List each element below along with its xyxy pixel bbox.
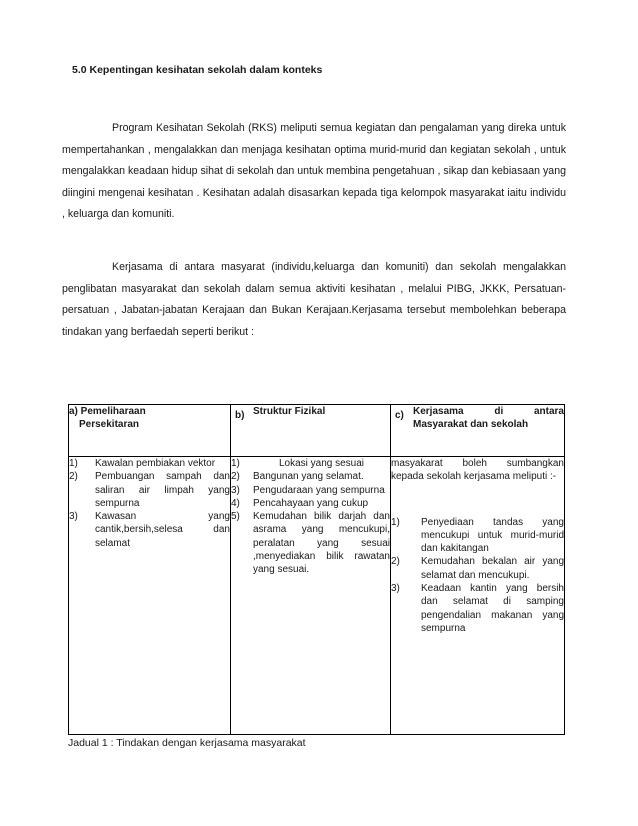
list-item: 2) Bangunan yang selamat. [231,471,364,483]
paragraph-program-kesihatan: Program Kesihatan Sekolah (RKS) meliputi semua kegiatan dan pengalaman yang direka untuk mempertahankan , mengalakkan dan menjaga kesihatan optima murid-murid dan kegiatan sekolah , untuk mengalakkan keadaan hidup sihat di sekolah dan untuk membina pengetahuan , sikap dan kebiasaan yang diingini mengenai kesihatan . Kesihatan adalah disasarkan kepada tiga kelompok masyarakat iaitu individu , keluarga dan komuniti. [62,122,566,220]
list-struktur-fizikal [231,457,390,577]
list-item: 4) Pencahayaan yang cukup [231,497,369,509]
cell-struktur-fizikal [231,457,391,735]
cell-kerjasama [391,457,565,735]
list-item: 1) Lokasi yang sesuai [231,458,365,469]
table-header-row [69,405,565,457]
list-item: 5) Kemudahan bilik darjah dan asrama yang mencukupi, peralatan yang sesuai ,menyediakan bilik rawatan yang sesuai. [231,511,390,576]
actions-table [68,404,565,735]
list-item: 3) Kawasan yang cantik,bersih,selesa dan selamat [69,511,230,549]
header-label-line2: Masyarakat dan sekolah [413,419,529,430]
kerjasama-intro: masyakarat boleh sumbangkan kepada sekolah kerjasama meliputi :- [391,458,564,483]
header-pemeliharaan-persekitaran [69,405,231,457]
list-kerjasama [391,516,564,636]
header-label: Struktur Fizikal [253,406,326,417]
header-number: b) [235,410,245,421]
list-item: 1) Penyediaan tandas yang mencukupi untuk murid-murid dan kakitangan [391,516,564,555]
list-item: 1) Kawalan pembiakan vektor [69,458,216,469]
list-item: 2) Kemudahan bekalan air yang selamat dan mencukupi. [391,556,564,581]
table-body-row [69,457,565,735]
list-pemeliharaan [69,457,230,550]
header-number: c) [395,410,404,421]
list-item: 3) Keadaan kantin yang bersih dan selamat di samping pengendalian makanan yang sempurna [391,583,564,634]
header-label: a) Pemeliharaan [69,406,146,417]
table-caption: Jadual 1 : Tindakan dengan kerjasama masyarakat [68,737,306,749]
header-label: Kerjasama di antara [413,406,564,417]
paragraph-kerjasama: Kerjasama di antara masyarat (individu,keluarga dan komuniti) dan sekolah mengalakkan penglibatan masyarakat dan sekolah dalam semua aktiviti kesihatan , melalui PIBG, JKKK, Persatuan-persatuan , Jabatan-jabatan Kerajaan dan Bukan Kerajaan.Kerjasama tersebut membolehkan beberapa tindakan yang berfaedah seperti berikut : [62,261,566,338]
cell-pemeliharaan [69,457,231,735]
header-struktur-fizikal [231,405,391,457]
header-kerjasama [391,405,565,457]
section-heading: 5.0 Kepentingan kesihatan sekolah dalam konteks [72,64,323,76]
header-label-line2: Persekitaran [79,419,140,430]
list-item: 2) Pembuangan sampah dan saliran air limpah yang sempurna [69,471,230,509]
list-item: 3) Pengudaraan yang sempurna [231,484,385,496]
